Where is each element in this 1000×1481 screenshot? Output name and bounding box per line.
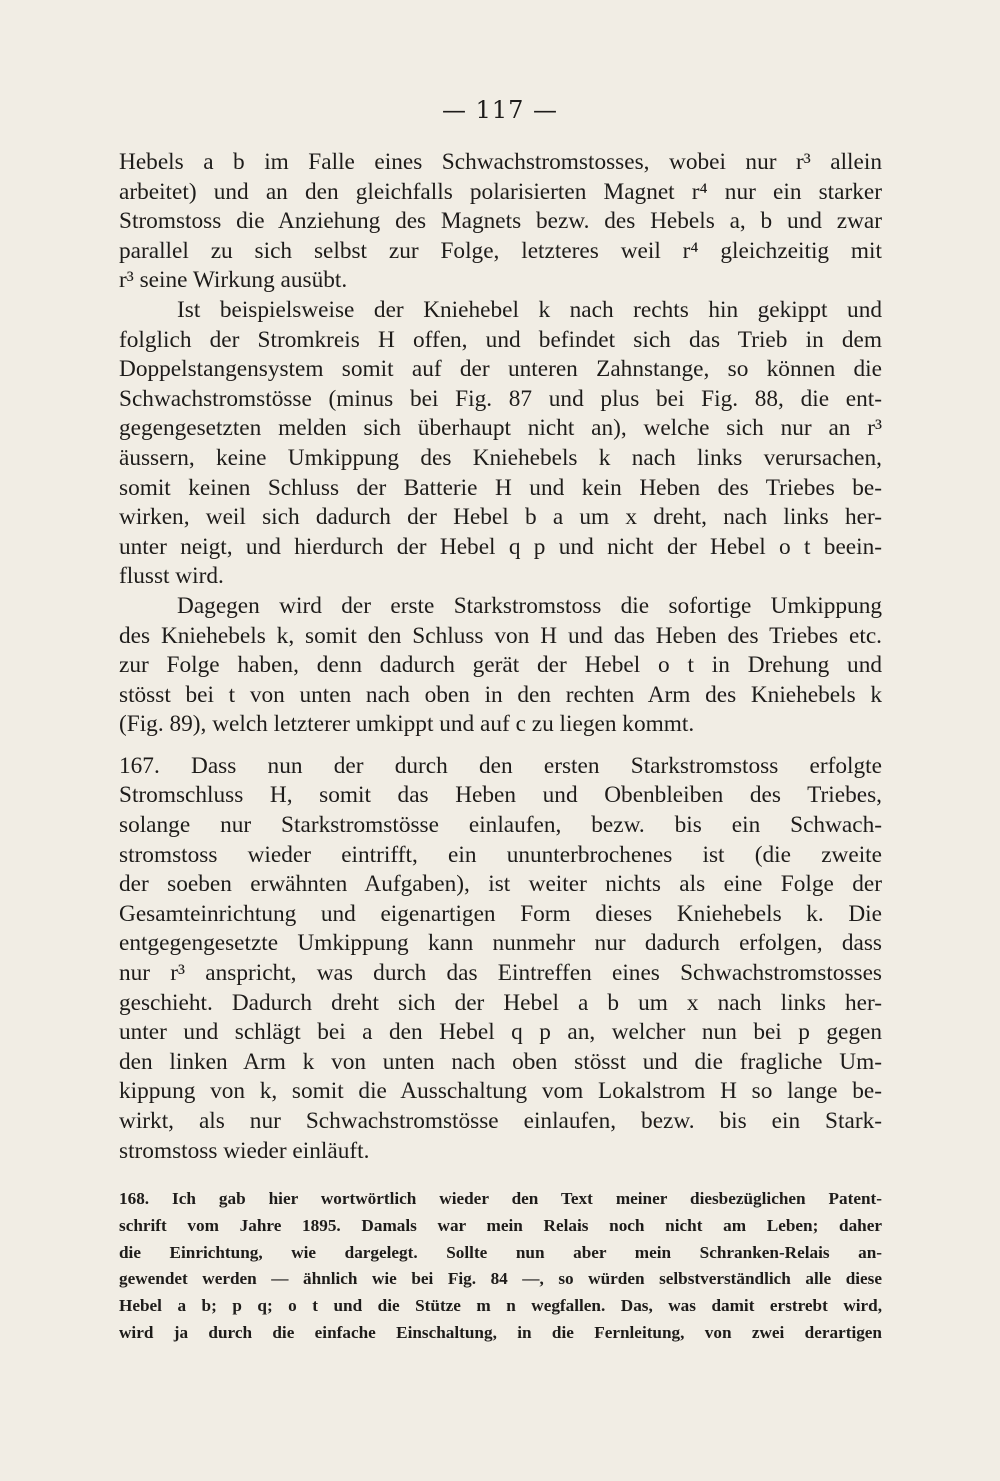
footnote-line: die Einrichtung, wie dargelegt. Sollte nun aber mein Schranken-Relais an- [119,1242,882,1262]
text-line: kippung von k, somit die Ausschaltung vom Lokalstrom H so lange be- [119,1078,882,1105]
text-line: zur Folge haben, denn dadurch gerät der Hebel o t in Drehung und [119,652,882,679]
text-line: entgegengesetzte Umkippung kann nunmehr nur dadurch erfolgen, dass [119,930,882,957]
text-line: Gesamteinrichtung und eigenartigen Form dieses Kniehebels k. Die [119,900,882,927]
text-line: stösst bei t von unten nach oben in den rechten Arm des Kniehebels k [119,681,882,708]
text-line: äussern, keine Umkippung des Kniehebels k nach links verursachen, [119,444,882,471]
text-line: des Kniehebels k, somit den Schluss von H und das Heben des Triebes etc. [119,622,882,649]
text-line: den linken Arm k von unten nach oben stösst und die fragliche Um- [119,1048,882,1075]
text-line: nur r³ anspricht, was durch das Eintreffen eines Schwachstromstosses [119,960,882,987]
text-line: arbeitet) und an den gleichfalls polarisierten Magnet r⁴ nur ein starker [119,178,882,205]
text-line: gegengesetzten melden sich überhaupt nicht an), welche sich nur an r³ [119,415,882,442]
paragraph [119,148,882,296]
footnote-line: gewendet werden — ähnlich wie bei Fig. 84 —, so würden selbstverständlich alle diese [119,1269,882,1289]
text-line: stromstoss wieder eintrifft, ein ununterbrochenes ist (die zweite [119,841,882,868]
page-number: — 117 — [441,96,559,124]
text-line: unter neigt, und hierdurch der Hebel q p und nicht der Hebel o t beein- [119,533,882,560]
text-line: der soeben erwähnten Aufgaben), ist weiter nichts als eine Folge der [119,871,882,898]
text-line: stromstoss wieder einläuft. [119,1137,370,1164]
text-line: 167. Dass nun der durch den ersten Starkstromstoss erfolgte [119,752,882,779]
footnote-line: Hebel a b; p q; o t und die Stütze m n wegfallen. Das, was damit erstrebt wird, [119,1296,882,1316]
text-line: folglich der Stromkreis H offen, und befindet sich das Trieb in dem [119,326,882,353]
footnote-line: schrift vom Jahre 1895. Damals war mein Relais noch nicht am Leben; daher [119,1215,882,1235]
paragraph [119,592,882,740]
footnote-line: wird ja durch die einfache Einschaltung, in die Fernleitung, von zwei derartigen [119,1322,882,1342]
text-line: Dagegen wird der erste Starkstromstoss die sofortige Umkippung [177,592,882,619]
text-line: wirken, weil sich dadurch der Hebel b a um x dreht, nach links her- [119,504,882,531]
body-text [119,148,882,1166]
text-line: Doppelstangensystem somit auf der unteren Zahnstange, so können die [119,356,882,383]
text-line: solange nur Starkstromstösse einlaufen, bezw. bis ein Schwach- [119,812,882,839]
text-line: parallel zu sich selbst zur Folge, letzteres weil r⁴ gleichzeitig mit [119,237,882,264]
text-line: Stromstoss die Anziehung des Magnets bezw. des Hebels a, b und zwar [119,208,882,235]
text-line: unter und schlägt bei a den Hebel q p an, welcher nun bei p gegen [119,1019,882,1046]
text-line: (Fig. 89), welch letzterer umkippt und auf c zu liegen kommt. [119,711,695,738]
text-line: Schwachstromstösse (minus bei Fig. 87 und plus bei Fig. 88, die ent- [119,385,882,412]
text-line: flusst wird. [119,563,224,590]
paragraph-gap [119,740,882,752]
text-line: Stromschluss H, somit das Heben und Obenbleiben des Triebes, [119,782,882,809]
paragraph [119,296,882,592]
footnote-line: 168. Ich gab hier wortwörtlich wieder den Text meiner diesbezüglichen Patent- [119,1189,882,1208]
text-line: Hebels a b im Falle eines Schwachstromstosses, wobei nur r³ allein [119,149,882,175]
text-line: wirkt, als nur Schwachstromstösse einlaufen, bezw. bis ein Stark- [119,1108,882,1134]
paragraph [119,752,882,1166]
footnote-paragraph [119,1186,882,1347]
text-line: geschieht. Dadurch dreht sich der Hebel a b um x nach links her- [119,989,882,1016]
text-line: r³ seine Wirkung ausübt. [119,267,348,294]
text-line: Ist beispielsweise der Kniehebel k nach rechts hin gekippt und [177,296,882,323]
text-line: somit keinen Schluss der Batterie H und kein Heben des Triebes be- [119,474,882,501]
